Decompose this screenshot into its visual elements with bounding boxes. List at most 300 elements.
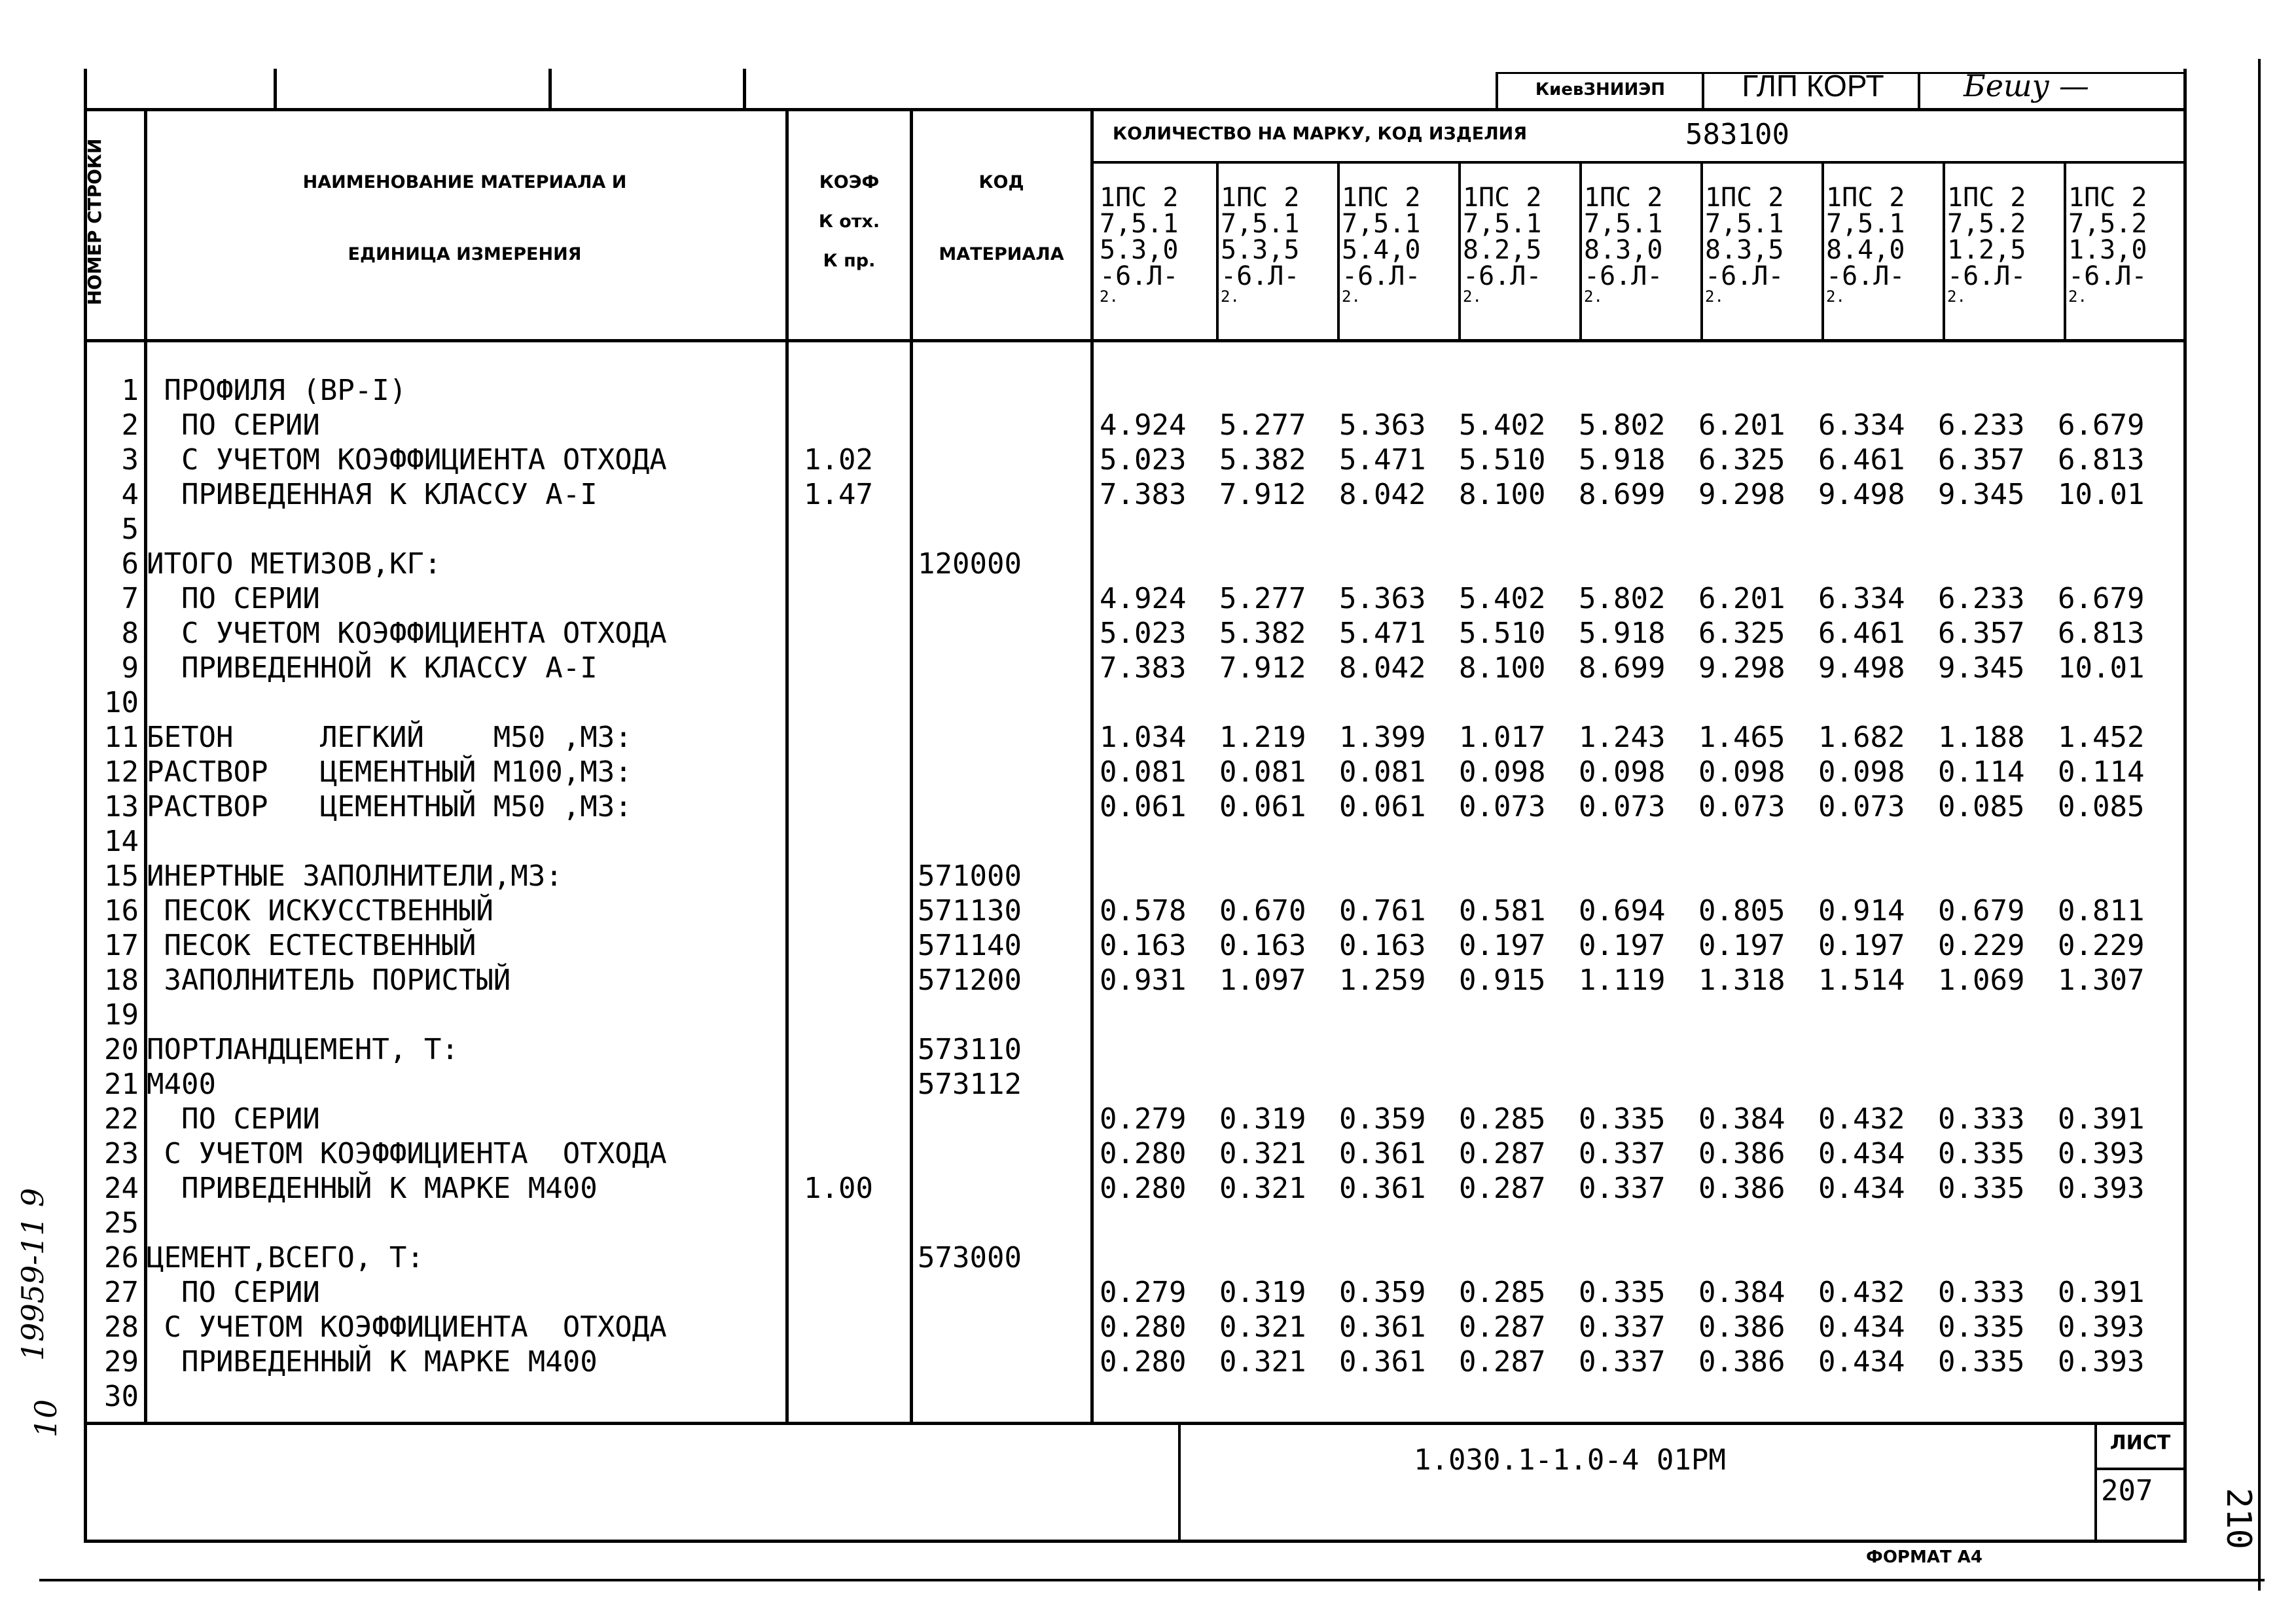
quantity-cell: 0.914 — [1818, 894, 1905, 928]
mark-div — [1579, 162, 1582, 340]
quantity-cell: 0.386 — [1698, 1172, 1785, 1205]
mark-header-line: 7,5.2 — [2068, 209, 2147, 239]
quantity-cell: 5.918 — [1579, 617, 1666, 650]
quantity-cell: 0.335 — [1579, 1102, 1666, 1136]
mark-header-line: 2. — [1947, 287, 1966, 306]
quantity-cell: 1.307 — [2058, 964, 2145, 997]
quantity-cell: 5.510 — [1459, 443, 1546, 477]
header-name-line1: НАИМЕНОВАНИЕ МАТЕРИАЛА И — [302, 172, 627, 192]
material-name: ИТОГО МЕТИЗОВ,КГ: — [147, 547, 442, 581]
quantity-cell: 8.699 — [1579, 651, 1666, 685]
mark-header-line: 8.2,5 — [1463, 235, 1542, 265]
material-name: С УЧЕТОМ КОЭФФИЦИЕНТА ОТХОДА — [147, 1137, 667, 1170]
material-code: 571140 — [918, 929, 1022, 962]
material-name: ПРИВЕДЕННЫЙ К МАРКЕ М400 — [147, 1172, 598, 1205]
table-row — [0, 1379, 2183, 1415]
quantity-cell: 0.285 — [1459, 1276, 1546, 1309]
quantity-cell: 7.912 — [1219, 478, 1306, 511]
material-name: ПРИВЕДЕННОЙ К КЛАССУ А-I — [147, 651, 598, 685]
table-row — [0, 755, 2183, 790]
side-code: 19959-11 9 — [15, 1187, 50, 1362]
quantity-cell: 0.384 — [1698, 1276, 1785, 1309]
header-koef-line1: КОЭФ — [819, 172, 880, 192]
mark-header-line: 8.3,0 — [1584, 235, 1663, 265]
quantity-cell: 6.813 — [2058, 443, 2145, 477]
quantity-cell: 1.399 — [1339, 721, 1426, 754]
quantity-cell: 8.699 — [1579, 478, 1666, 511]
quantity-cell: 0.280 — [1100, 1345, 1187, 1379]
waste-coefficient: 1.02 — [804, 443, 873, 477]
mark-header-line: 7,5.1 — [1705, 209, 1784, 239]
mark-header-line: 1ПС 2 — [1342, 183, 1421, 213]
material-name: ПО СЕРИИ — [147, 1102, 320, 1136]
table-row — [0, 998, 2183, 1033]
quantity-cell: 0.081 — [1339, 755, 1426, 789]
material-code: 571130 — [918, 894, 1022, 928]
quantity-cell: 0.229 — [1938, 929, 2025, 962]
material-name: С УЧЕТОМ КОЭФФИЦИЕНТА ОТХОДА — [147, 617, 667, 650]
quantity-cell: 0.098 — [1818, 755, 1905, 789]
row-number: 4 — [121, 478, 139, 511]
quantity-cell: 1.452 — [2058, 721, 2145, 754]
quantity-values — [1100, 408, 2179, 443]
mark-header-line: -6.Л- — [2068, 261, 2147, 291]
quantity-cell: 0.393 — [2058, 1137, 2145, 1170]
quantity-cell: 0.285 — [1459, 1102, 1546, 1136]
quantity-cell: 1.097 — [1219, 964, 1306, 997]
footer-div — [2094, 1468, 2186, 1470]
quantity-cell: 0.811 — [2058, 894, 2145, 928]
row-number: 23 — [104, 1137, 139, 1170]
quantity-values — [1100, 1136, 2179, 1172]
stamp-org: КиевЗНИИЭП — [1535, 80, 1666, 99]
quantity-cell: 0.163 — [1219, 929, 1306, 962]
mark-header-line: 1.3,0 — [2068, 235, 2147, 265]
material-code: 573112 — [918, 1068, 1022, 1101]
quantity-values — [1100, 1102, 2179, 1137]
quantity-cell: 6.461 — [1818, 617, 1905, 650]
mark-div — [2064, 162, 2066, 340]
quantity-cell: 0.114 — [1938, 755, 2025, 789]
row-number: 1 — [121, 374, 139, 407]
quantity-cell: 6.357 — [1938, 443, 2025, 477]
quantity-cell: 0.361 — [1339, 1345, 1426, 1379]
quantity-cell: 6.201 — [1698, 582, 1785, 615]
header-row-number: НОМЕР СТРОКИ — [84, 138, 105, 306]
mark-header-line: 5.4,0 — [1342, 235, 1421, 265]
top-stub-2 — [548, 69, 552, 109]
quantity-cell: 0.321 — [1219, 1137, 1306, 1170]
header-koef-line2: К отх. — [818, 211, 880, 232]
mark-header-line: 8.3,5 — [1705, 235, 1784, 265]
frame-right — [2183, 69, 2187, 1542]
quantity-cell: 10.01 — [2058, 651, 2145, 685]
material-name: РАСТВОР ЦЕМЕНТНЫЙ М100,М3: — [147, 755, 632, 789]
mark-header-line: 1ПС 2 — [1100, 183, 1179, 213]
quantity-cell: 0.393 — [2058, 1345, 2145, 1379]
quantity-cell: 1.465 — [1698, 721, 1785, 754]
mark-header-cell — [1584, 185, 1662, 304]
material-name: ПРИВЕДЕННЫЙ К МАРКЕ М400 — [147, 1345, 598, 1379]
quantity-cell: 5.382 — [1219, 617, 1306, 650]
waste-coefficient: 1.47 — [804, 478, 873, 511]
sheet-label: ЛИСТ — [2109, 1432, 2171, 1454]
page-number: 210 — [2219, 1488, 2258, 1549]
quantity-values — [1100, 616, 2179, 651]
quantity-cell: 6.325 — [1698, 443, 1785, 477]
quantity-cell: 0.432 — [1818, 1276, 1905, 1309]
row-number: 13 — [104, 790, 139, 823]
quantity-cell: 0.335 — [1579, 1276, 1666, 1309]
table-row — [0, 1067, 2183, 1102]
row-number: 14 — [104, 825, 139, 858]
mark-header-line: -6.Л- — [1100, 261, 1179, 291]
header-qty-title: КОЛИЧЕСТВО НА МАРКУ, КОД ИЗДЕЛИЯ — [1113, 124, 1528, 144]
quantity-cell: 0.197 — [1698, 929, 1785, 962]
mark-header-cell — [2068, 185, 2147, 304]
table-bottom — [84, 1422, 2187, 1425]
quantity-cell: 0.361 — [1339, 1137, 1426, 1170]
quantity-cell: 0.073 — [1459, 790, 1546, 823]
product-code: 583100 — [1685, 118, 1789, 151]
mark-header-line: 2. — [1826, 287, 1845, 306]
quantity-values — [1100, 581, 2179, 617]
mark-div — [1943, 162, 1945, 340]
quantity-cell: 0.337 — [1579, 1137, 1666, 1170]
quantity-cell: 6.325 — [1698, 617, 1785, 650]
mark-header-cell — [1463, 185, 1541, 304]
stamp-div — [1496, 72, 1498, 110]
header-code-line1: КОД — [978, 172, 1024, 192]
quantity-cell: 1.219 — [1219, 721, 1306, 754]
table-row — [0, 373, 2183, 408]
quantity-cell: 8.100 — [1459, 478, 1546, 511]
mark-header-line: 1ПС 2 — [1947, 183, 2026, 213]
quantity-cell: 0.432 — [1818, 1102, 1905, 1136]
mark-header-line: 1.2,5 — [1947, 235, 2026, 265]
quantity-cell: 5.363 — [1339, 582, 1426, 615]
quantity-cell: 0.335 — [1938, 1345, 2025, 1379]
quantity-cell: 0.335 — [1938, 1137, 2025, 1170]
table-row — [0, 1206, 2183, 1241]
quantity-values — [1100, 720, 2179, 755]
quantity-cell: 0.333 — [1938, 1276, 2025, 1309]
quantity-cell: 0.337 — [1579, 1172, 1666, 1205]
table-row — [0, 928, 2183, 964]
row-number: 17 — [104, 929, 139, 962]
mark-header-line: 7,5.1 — [1463, 209, 1542, 239]
mark-header-cell — [1100, 185, 1178, 304]
quantity-cell: 0.098 — [1579, 755, 1666, 789]
row-number: 29 — [104, 1345, 139, 1379]
quantity-cell: 8.042 — [1339, 478, 1426, 511]
header-code-line2: МАТЕРИАЛА — [939, 244, 1064, 264]
qty-title-bottom — [1090, 161, 2187, 164]
quantity-cell: 0.361 — [1339, 1172, 1426, 1205]
quantity-cell: 6.679 — [2058, 582, 2145, 615]
quantity-cell: 1.682 — [1818, 721, 1905, 754]
table-row — [0, 581, 2183, 617]
mark-header-line: 7,5.1 — [1100, 209, 1179, 239]
material-name: ПОРТЛАНДЦЕМЕНТ, Т: — [147, 1033, 459, 1066]
mark-header-line: 2. — [2068, 287, 2087, 306]
material-code: 573000 — [918, 1241, 1022, 1274]
quantity-cell: 0.393 — [2058, 1172, 2145, 1205]
stamp-signature: Бешу — — [1964, 68, 2089, 103]
quantity-cell: 0.280 — [1100, 1172, 1187, 1205]
quantity-cell: 0.073 — [1818, 790, 1905, 823]
quantity-cell: 0.321 — [1219, 1172, 1306, 1205]
quantity-cell: 6.679 — [2058, 408, 2145, 442]
format-label: ФОРМАТ А4 — [1866, 1547, 1982, 1567]
quantity-cell: 0.337 — [1579, 1345, 1666, 1379]
quantity-cell: 0.931 — [1100, 964, 1187, 997]
material-name: ПО СЕРИИ — [147, 408, 320, 442]
material-name: БЕТОН ЛЕГКИЙ М50 ,М3: — [147, 721, 632, 754]
footer-div — [2094, 1424, 2097, 1542]
material-name: ЗАПОЛНИТЕЛЬ ПОРИСТЫЙ — [147, 964, 511, 997]
quantity-values — [1100, 789, 2179, 825]
mark-header-line: 8.4,0 — [1826, 235, 1905, 265]
quantity-cell: 5.023 — [1100, 617, 1187, 650]
quantity-cell: 0.197 — [1579, 929, 1666, 962]
quantity-cell: 6.233 — [1938, 582, 2025, 615]
quantity-cell: 0.434 — [1818, 1345, 1905, 1379]
table-row — [0, 442, 2183, 478]
outer-right-line — [2258, 59, 2261, 1591]
quantity-cell: 5.363 — [1339, 408, 1426, 442]
quantity-cell: 0.578 — [1100, 894, 1187, 928]
quantity-values — [1100, 651, 2179, 686]
quantity-cell: 10.01 — [2058, 478, 2145, 511]
quantity-cell: 0.670 — [1219, 894, 1306, 928]
quantity-cell: 0.287 — [1459, 1137, 1546, 1170]
quantity-cell: 0.386 — [1698, 1345, 1785, 1379]
quantity-cell: 9.345 — [1938, 651, 2025, 685]
quantity-cell: 0.581 — [1459, 894, 1546, 928]
row-number: 11 — [104, 721, 139, 754]
material-name: С УЧЕТОМ КОЭФФИЦИЕНТА ОТХОДА — [147, 1310, 667, 1344]
mark-div — [1337, 162, 1340, 340]
table-row — [0, 1032, 2183, 1068]
mark-header-line: 7,5.1 — [1342, 209, 1421, 239]
quantity-cell: 5.402 — [1459, 582, 1546, 615]
table-row — [0, 1240, 2183, 1276]
quantity-cell: 0.761 — [1339, 894, 1426, 928]
quantity-cell: 0.081 — [1100, 755, 1187, 789]
mark-div — [1700, 162, 1703, 340]
side-number: 10 — [28, 1399, 63, 1438]
table-row — [0, 512, 2183, 547]
quantity-cell: 0.163 — [1339, 929, 1426, 962]
mark-header-line: 7,5.2 — [1947, 209, 2026, 239]
quantity-cell: 0.085 — [2058, 790, 2145, 823]
table-row — [0, 1136, 2183, 1172]
quantity-cell: 5.802 — [1579, 582, 1666, 615]
row-number: 21 — [104, 1068, 139, 1101]
quantity-cell: 0.197 — [1459, 929, 1546, 962]
table-row — [0, 859, 2183, 894]
mark-header-line: 2. — [1584, 287, 1603, 306]
quantity-cell: 0.321 — [1219, 1345, 1306, 1379]
table-row — [0, 720, 2183, 755]
stamp-div — [1702, 72, 1704, 110]
row-number: 10 — [104, 686, 139, 719]
quantity-cell: 0.335 — [1938, 1172, 2025, 1205]
row-number: 24 — [104, 1172, 139, 1205]
quantity-cell: 1.119 — [1579, 964, 1666, 997]
frame-bottom — [84, 1540, 2187, 1543]
mark-header-cell — [1221, 185, 1299, 304]
mark-header-line: -6.Л- — [1584, 261, 1663, 291]
row-number: 15 — [104, 859, 139, 893]
quantity-cell: 5.277 — [1219, 582, 1306, 615]
waste-coefficient: 1.00 — [804, 1172, 873, 1205]
quantity-cell: 5.802 — [1579, 408, 1666, 442]
mark-header-line: 1ПС 2 — [1705, 183, 1784, 213]
mark-header-cell — [1342, 185, 1420, 304]
quantity-cell: 0.321 — [1219, 1310, 1306, 1344]
quantity-cell: 9.498 — [1818, 651, 1905, 685]
quantity-values — [1100, 928, 2179, 964]
table-row — [0, 1102, 2183, 1137]
outer-bottom-line — [39, 1579, 2265, 1581]
quantity-cell: 0.915 — [1459, 964, 1546, 997]
quantity-cell: 1.069 — [1938, 964, 2025, 997]
quantity-cell: 0.319 — [1219, 1102, 1306, 1136]
quantity-values — [1100, 1275, 2179, 1310]
mark-header-line: 5.3,5 — [1221, 235, 1300, 265]
quantity-cell: 6.334 — [1818, 408, 1905, 442]
quantity-cell: 5.918 — [1579, 443, 1666, 477]
material-name: ПРИВЕДЕННАЯ К КЛАССУ А-I — [147, 478, 598, 511]
material-code: 573110 — [918, 1033, 1022, 1066]
quantity-cell: 0.061 — [1100, 790, 1187, 823]
quantity-cell: 0.434 — [1818, 1137, 1905, 1170]
quantity-cell: 5.023 — [1100, 443, 1187, 477]
quantity-cell: 0.434 — [1818, 1172, 1905, 1205]
quantity-cell: 0.287 — [1459, 1345, 1546, 1379]
quantity-cell: 1.514 — [1818, 964, 1905, 997]
material-name: М400 — [147, 1068, 216, 1101]
mark-header-line: -6.Л- — [1221, 261, 1300, 291]
material-name: ПЕСОК ЕСТЕСТВЕННЫЙ — [147, 929, 476, 962]
quantity-cell: 0.085 — [1938, 790, 2025, 823]
quantity-cell: 0.073 — [1579, 790, 1666, 823]
material-name: РАСТВОР ЦЕМЕНТНЫЙ М50 ,М3: — [147, 790, 632, 823]
mark-header-line: 7,5.1 — [1584, 209, 1663, 239]
table-row — [0, 1310, 2183, 1345]
quantity-cell: 4.924 — [1100, 582, 1187, 615]
row-number: 2 — [121, 408, 139, 442]
quantity-cell: 7.912 — [1219, 651, 1306, 685]
quantity-cell: 0.163 — [1100, 929, 1187, 962]
material-code: 120000 — [918, 547, 1022, 581]
quantity-cell: 0.694 — [1579, 894, 1666, 928]
quantity-cell: 0.061 — [1339, 790, 1426, 823]
quantity-cell: 8.042 — [1339, 651, 1426, 685]
table-row — [0, 651, 2183, 686]
mark-header-line: 2. — [1342, 287, 1361, 306]
table-row — [0, 547, 2183, 582]
mark-header-line: 2. — [1100, 287, 1119, 306]
stamp-div — [1918, 72, 1920, 110]
quantity-cell: 9.298 — [1698, 478, 1785, 511]
mark-header-line: -6.Л- — [1826, 261, 1905, 291]
quantity-values — [1100, 1344, 2179, 1380]
material-name: ПРОФИЛЯ (ВР-I) — [147, 374, 407, 407]
quantity-cell: 0.359 — [1339, 1276, 1426, 1309]
quantity-cell: 0.061 — [1219, 790, 1306, 823]
mark-header-cell — [1705, 185, 1784, 304]
row-number: 3 — [121, 443, 139, 477]
mark-div — [1821, 162, 1824, 340]
material-name: С УЧЕТОМ КОЭФФИЦИЕНТА ОТХОДА — [147, 443, 667, 477]
table-row — [0, 824, 2183, 859]
quantity-cell: 5.471 — [1339, 617, 1426, 650]
quantity-cell: 0.359 — [1339, 1102, 1426, 1136]
quantity-cell: 5.402 — [1459, 408, 1546, 442]
mark-header-line: -6.Л- — [1947, 261, 2026, 291]
row-number: 26 — [104, 1241, 139, 1274]
quantity-cell: 0.337 — [1579, 1310, 1666, 1344]
top-stub-3 — [743, 69, 746, 109]
mark-header-cell — [1826, 185, 1905, 304]
quantity-cell: 0.391 — [2058, 1102, 2145, 1136]
mark-header-line: -6.Л- — [1463, 261, 1542, 291]
mark-header-line: 7,5.1 — [1221, 209, 1300, 239]
quantity-cell: 0.287 — [1459, 1310, 1546, 1344]
quantity-cell: 0.279 — [1100, 1102, 1187, 1136]
quantity-cell: 6.461 — [1818, 443, 1905, 477]
mark-header-line: 1ПС 2 — [1826, 183, 1905, 213]
mark-header-line: 1ПС 2 — [1221, 183, 1300, 213]
table-row — [0, 963, 2183, 998]
quantity-cell: 7.383 — [1100, 478, 1187, 511]
mark-header-line: 7,5.1 — [1826, 209, 1905, 239]
mark-header-line: 2. — [1463, 287, 1482, 306]
quantity-cell: 8.100 — [1459, 651, 1546, 685]
quantity-values — [1100, 893, 2179, 929]
row-number: 22 — [104, 1102, 139, 1136]
row-number: 8 — [121, 617, 139, 650]
material-code: 571200 — [918, 964, 1022, 997]
mark-header-cell — [1947, 185, 2026, 304]
row-number: 30 — [104, 1380, 139, 1413]
quantity-values — [1100, 1310, 2179, 1345]
stamp-dept: ГЛП КОРТ — [1742, 69, 1884, 103]
quantity-cell: 0.361 — [1339, 1310, 1426, 1344]
mark-header-line: 1ПС 2 — [1584, 183, 1663, 213]
quantity-cell: 5.510 — [1459, 617, 1546, 650]
quantity-cell: 6.357 — [1938, 617, 2025, 650]
quantity-cell: 9.298 — [1698, 651, 1785, 685]
quantity-cell: 1.017 — [1459, 721, 1546, 754]
row-number: 16 — [104, 894, 139, 928]
quantity-cell: 6.813 — [2058, 617, 2145, 650]
quantity-cell: 1.243 — [1579, 721, 1666, 754]
table-row — [0, 408, 2183, 443]
quantity-cell: 6.334 — [1818, 582, 1905, 615]
quantity-cell: 9.345 — [1938, 478, 2025, 511]
quantity-cell: 7.383 — [1100, 651, 1187, 685]
quantity-cell: 0.287 — [1459, 1172, 1546, 1205]
material-name: ЦЕМЕНТ,ВСЕГО, Т: — [147, 1241, 424, 1274]
quantity-cell: 0.384 — [1698, 1102, 1785, 1136]
row-number: 28 — [104, 1310, 139, 1344]
frame-top — [84, 108, 2187, 111]
quantity-cell: 0.073 — [1698, 790, 1785, 823]
